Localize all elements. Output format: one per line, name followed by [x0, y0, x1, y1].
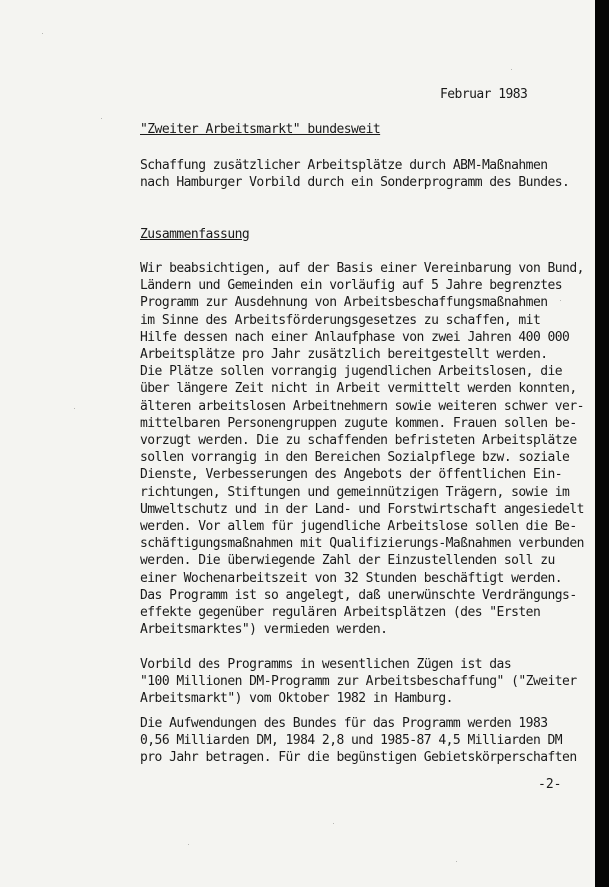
paragraph-line: einer Wochenarbeitszeit von 32 Stunden beschäftigt werden. [140, 570, 563, 586]
paragraph-line: älteren arbeitslosen Arbeitnehmern sowie weiteren schwer ver- [140, 398, 584, 414]
paragraph-line: 0,56 Milliarden DM, 1984 2,8 und 1985-87 4,5 Milliarden DM [140, 733, 563, 748]
paragraph-line: vorzugt werden. Die zu schaffenden befristeten Arbeitsplätze [140, 433, 577, 449]
paragraph-line: werden. Die überwiegende Zahl der Einzustellenden soll zu [140, 553, 555, 569]
page-number: -2- [538, 777, 562, 792]
paragraph-line: mittelbaren Personengruppen zugute kommen. Frauen sollen be- [140, 415, 577, 431]
section-heading: Zusammenfassung [140, 227, 250, 242]
paragraph-line: Ländern und Gemeinden ein vorläufig auf 5 Jahre begrenztes [140, 278, 563, 294]
paragraph-line: Wir beabsichtigen, auf der Basis einer Vereinbarung von Bund, [140, 261, 584, 276]
subtitle-line: nach Hamburger Vorbild durch ein Sonderprogramm des Bundes. [140, 175, 570, 190]
paragraph-line: über längere Zeit nicht in Arbeit vermittelt werden konnten, [140, 381, 577, 397]
paragraph-line: Arbeitsmarkt") vom Oktober 1982 in Hamburg. [140, 691, 453, 706]
summary-paragraph-3 [140, 715, 577, 766]
paragraph-line: Die Plätze sollen vorrangig jugendlichen Arbeitslosen, die [140, 364, 563, 380]
paragraph-line: Die Aufwendungen des Bundes für das Programm werden 1983 [140, 716, 548, 731]
document-title: "Zweiter Arbeitsmarkt" bundesweit [140, 122, 381, 137]
paragraph-line: effekte gegenüber regulären Arbeitsplätzen (des "Ersten [140, 605, 541, 621]
paragraph-line: Arbeitsmarktes") vermieden werden. [140, 622, 388, 638]
document-date: Februar 1983 [440, 87, 528, 102]
paragraph-line: pro Jahr betragen. Für die begünstigen Gebietskörperschaften [140, 750, 577, 765]
paragraph-line: Arbeitsplätze pro Jahr zusätzlich bereitgestellt werden. [140, 347, 548, 363]
paragraph-line: schäftigungsmaßnahmen mit Qualifizierungs-Maßnahmen verbunden [140, 536, 584, 552]
paragraph-line: Umweltschutz und in der Land- und Forstwirtschaft angesiedelt [140, 501, 584, 517]
paragraph-line: sollen vorrangig in den Bereichen Sozialpflege bzw. soziale [140, 450, 570, 466]
document-subtitle [140, 157, 569, 191]
paragraph-line: Dienste, Verbesserungen des Angebots der öffentlichen Ein- [140, 467, 563, 483]
summary-paragraph-2 [140, 656, 577, 707]
paragraph-line: richtungen, Stiftungen und gemeinnützigen Trägern, sowie im [140, 484, 570, 500]
paragraph-line: Programm zur Ausdehnung von Arbeitsbeschaffungsmaßnahmen [140, 295, 548, 311]
paragraph-line: werden. Vor allem für jugendliche Arbeitslose sollen die Be- [140, 519, 577, 535]
paragraph-line: Hilfe dessen nach einer Anlaufphase von zwei Jahren 400 000 [140, 329, 570, 345]
subtitle-line: Schaffung zusätzlicher Arbeitsplätze durch ABM-Maßnahmen [140, 158, 548, 173]
paragraph-line: im Sinne des Arbeitsförderungsgesetzes zu schaffen, mit [140, 312, 541, 328]
paragraph-line: Vorbild des Programms in wesentlichen Zügen ist das [140, 657, 512, 672]
summary-paragraph-1 [140, 260, 584, 638]
scan-dark-edge [595, 0, 609, 887]
paragraph-line: "100 Millionen DM-Programm zur Arbeitsbeschaffung" ("Zweiter [140, 674, 577, 689]
paragraph-line: Das Programm ist so angelegt, daß unerwünschte Verdrängungs- [140, 587, 577, 603]
